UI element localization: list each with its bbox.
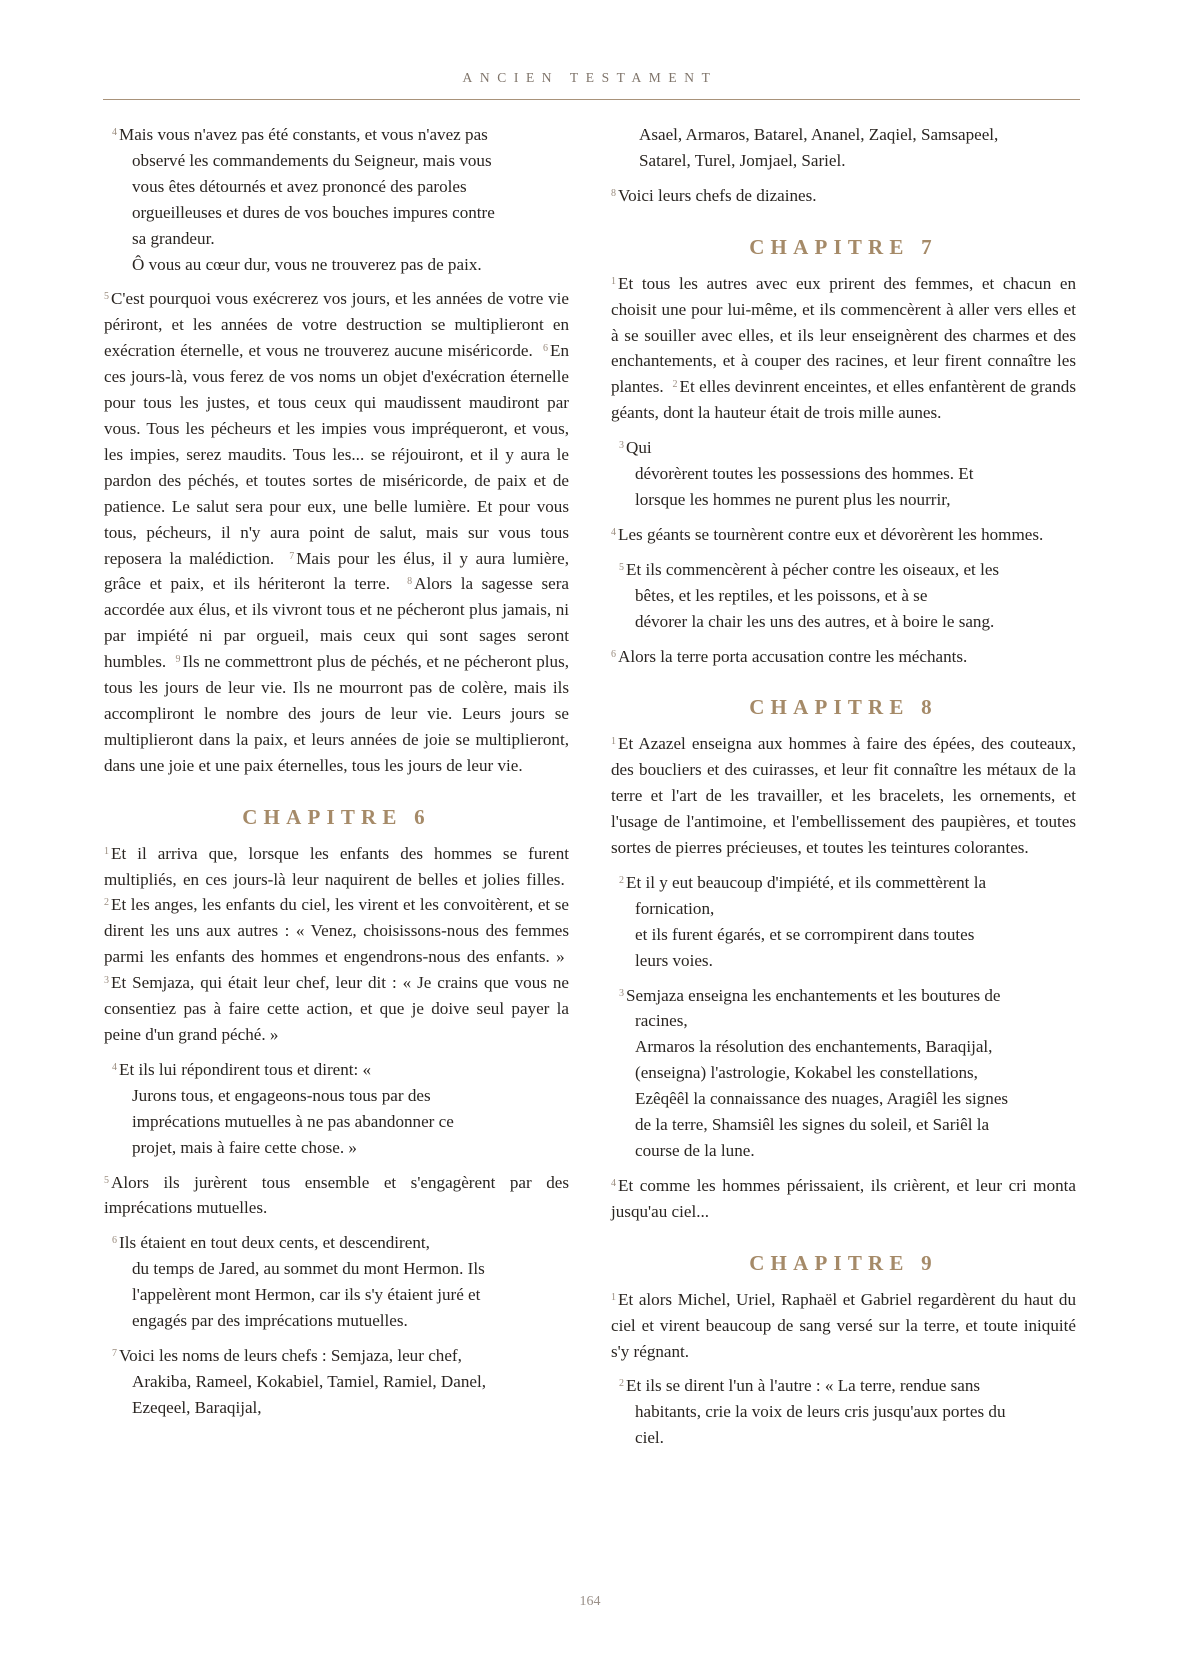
verse-line: bêtes, et les reptiles, et les poissons, et à se bbox=[635, 585, 928, 605]
verse-text: Alors la sagesse sera accordée aux élus, et ils vivront tous et ne pécheront plus jamais, ni par impiété ni par orgueil, mais ceux qui sont sages seront humbles. bbox=[104, 574, 569, 672]
verse-text: C'est pourquoi vous exécrerez vos jours, et les années de votre vie périront, et les années de votre destruction se multiplieront en exécration éternelle, et vous ne trouverez aucune miséricorde. bbox=[104, 289, 569, 361]
verse-number: 9 bbox=[175, 654, 181, 666]
verse-number: 8 bbox=[407, 576, 413, 588]
verse-number: 1 bbox=[104, 845, 109, 857]
verse-7-5 bbox=[611, 557, 1076, 635]
verse-6-7 bbox=[104, 1343, 569, 1421]
verse-line: Voici les noms de leurs chefs : Semjaza, leur chef, bbox=[119, 1345, 462, 1365]
verse-line: imprécations mutuelles à ne pas abandonner ce bbox=[132, 1111, 454, 1131]
verse-number: 6 bbox=[112, 1235, 117, 1247]
verse-line: vous êtes détournés et avez prononcé des paroles bbox=[132, 176, 467, 196]
verse-number: 6 bbox=[543, 343, 548, 355]
verse-line: l'appelèrent mont Hermon, car ils s'y étaient juré et bbox=[132, 1285, 481, 1305]
verse-number: 6 bbox=[611, 648, 616, 660]
verse-line: sa grandeur. bbox=[132, 228, 215, 248]
verse-line: Et ils lui répondirent tous et dirent: « bbox=[119, 1059, 372, 1079]
right-column bbox=[611, 122, 1076, 1460]
running-title: ANCIEN TESTAMENT bbox=[462, 70, 718, 85]
verse-7-6 bbox=[611, 644, 1076, 670]
verse-6-6 bbox=[104, 1230, 569, 1334]
verse-number: 8 bbox=[611, 187, 616, 199]
verse-number: 3 bbox=[619, 987, 624, 999]
verse-line: Ezêqêêl la connaissance des nuages, Aragiêl les signes bbox=[635, 1089, 1009, 1109]
verse-line: Jurons tous, et engageons-nous tous par des bbox=[132, 1085, 431, 1105]
verse-8-4 bbox=[611, 1173, 1076, 1225]
verse-line: Ezeqeel, Baraqijal, bbox=[132, 1397, 262, 1417]
verse-text: Mais pour les élus, il y aura lumière, grâce et paix, et ils hériteront la terre. bbox=[104, 548, 570, 594]
verse-number: 5 bbox=[619, 561, 624, 573]
verse-line: engagés par des imprécations mutuelles. bbox=[132, 1311, 408, 1331]
verse-8-1 bbox=[611, 731, 1076, 861]
chapter-heading-8: CHAPITRE 8 bbox=[749, 695, 938, 720]
verse-9-2 bbox=[611, 1373, 1076, 1451]
verse-6-4 bbox=[104, 1057, 569, 1161]
chapter-heading-9: CHAPITRE 9 bbox=[749, 1250, 938, 1275]
verse-text: Les géants se tournèrent contre eux et dévorèrent les hommes. bbox=[618, 524, 1044, 544]
verse-line: ciel. bbox=[635, 1428, 664, 1448]
verse-number: 3 bbox=[619, 440, 624, 452]
verse-4 bbox=[104, 122, 569, 277]
verse-number: 7 bbox=[112, 1347, 117, 1359]
verse-line: Et ils commencèrent à pécher contre les oiseaux, et les bbox=[626, 559, 1000, 579]
verse-text: Et comme les hommes périssaient, ils crièrent, et leur cri monta jusqu'au ciel... bbox=[611, 1175, 1076, 1221]
verse-number: 7 bbox=[289, 550, 295, 562]
verse-line: lorsque les hommes ne purent plus les nourrir, bbox=[635, 489, 951, 509]
verse-line: course de la lune. bbox=[635, 1141, 755, 1160]
verse-text: Et il arriva que, lorsque les enfants des hommes se furent multipliés, en ces jours-là leur naquirent de belles et jolies filles. bbox=[104, 843, 569, 889]
verse-line: projet, mais à faire cette chose. » bbox=[132, 1137, 357, 1157]
verse-9-1 bbox=[611, 1287, 1076, 1365]
verse-line: Semjaza enseigna les enchantements et les boutures de bbox=[626, 985, 1001, 1005]
chapter-heading-7: CHAPITRE 7 bbox=[749, 234, 938, 259]
verse-number: 4 bbox=[611, 526, 616, 538]
verse-number: 5 bbox=[104, 1174, 109, 1186]
verse-8-2 bbox=[611, 870, 1076, 974]
verse-number: 1 bbox=[611, 275, 616, 287]
verse-line: habitants, crie la voix de leurs cris jusqu'aux portes du bbox=[635, 1402, 1006, 1422]
verse-text: Et les anges, les enfants du ciel, les virent et les convoitèrent, et se dirent les uns aux autres : « Venez, choisissons-nous des femmes parmi les enfants des hommes et engendrons-nous des enfants. » bbox=[104, 895, 569, 967]
verse-number: 1 bbox=[611, 1291, 616, 1303]
verse-line: du temps de Jared, au sommet du mont Hermon. Ils bbox=[132, 1259, 485, 1279]
verse-line: fornication, bbox=[635, 898, 715, 918]
chapter-heading-6: CHAPITRE 6 bbox=[242, 804, 431, 829]
verse-7-3 bbox=[611, 435, 1076, 513]
verse-text: Et elles devinrent enceintes, et elles enfantèrent de grands géants, dont la hauteur était de trois mille aunes. bbox=[611, 377, 1076, 423]
verse-line: Qui bbox=[626, 438, 652, 458]
verse-line: orgueilleuses et dures de vos bouches impures contre bbox=[132, 202, 495, 222]
verse-number: 2 bbox=[104, 897, 109, 909]
verse-text: Ils ne commettront plus de péchés, et ne pécheront plus, tous les jours de leur vie. Ils ne mourront pas de colère, mais ils accompliront le nombre des jours de leur vie. Leurs jours se multiplieront dans la paix, et leurs années de joie se multiplieront, dans une joie et une paix éternelles, tous les jours de leur vie. bbox=[104, 652, 570, 775]
verse-line: racines, bbox=[635, 1011, 688, 1031]
verse-8-3 bbox=[611, 983, 1076, 1164]
verse-text: En ces jours-là, vous ferez de vos noms un objet d'exécration éternelle pour tous les justes, et tous ceux qui maudissent maudiront par vous. Tous les pécheurs et les impies vous impréqueront, et vous, les impies, serez maudits. Tous les... se réjouiront, et il y aura le pardon des péchés, et toutes sortes de miséricorde, de paix et de patience. Le salut sera pour eux, une belle lumière. Et pour vous tous, pécheurs, il n'y aura point de salut, mais sur vous tous reposera la malédiction. bbox=[104, 341, 569, 568]
paragraph-chapter-6-verses-1-3 bbox=[104, 841, 569, 1048]
verse-6-7-continued bbox=[611, 122, 1076, 174]
verse-line: de la terre, Shamsiêl les signes du soleil, et Sariêl la bbox=[635, 1115, 990, 1135]
verse-line: Armaros la résolution des enchantements, Baraqijal, bbox=[635, 1037, 993, 1057]
verse-text: Et alors Michel, Uriel, Raphaël et Gabriel regardèrent du haut du ciel et virent beaucoup de sang versé sur la terre, et toute iniquité s'y régnant. bbox=[611, 1289, 1076, 1361]
verse-line: dévorer la chair les uns des autres, et à boire le sang. bbox=[635, 611, 995, 631]
verse-text: Et Azazel enseigna aux hommes à faire des épées, des couteaux, des boucliers et des cuirasses, et leur fit connaître les métaux de la terre et l'art de les travailler, et les bracelets, les ornements, et l'usage de l'antimoine, et l'embellissement des paupières, et toutes sortes de pierres précieuses, et toutes les teintures colorantes. bbox=[611, 734, 1076, 858]
verse-number: 2 bbox=[619, 1378, 624, 1390]
verse-text: Alors ils jurèrent tous ensemble et s'engagèrent par des imprécations mutuelles. bbox=[104, 1172, 569, 1218]
verse-number: 2 bbox=[619, 874, 624, 886]
paragraph-chapter-7-verses-1-2 bbox=[611, 271, 1076, 426]
paragraph-verses-5-9 bbox=[104, 286, 569, 778]
verse-line: Et il y eut beaucoup d'impiété, et ils commettèrent la bbox=[626, 872, 987, 892]
verse-6-8 bbox=[611, 183, 1076, 209]
verse-line: (enseigna) l'astrologie, Kokabel les constellations, bbox=[635, 1063, 978, 1083]
verse-line: Ô vous au cœur dur, vous ne trouverez pas de paix. bbox=[132, 254, 482, 274]
verse-line: Et ils se dirent l'un à l'autre : « La terre, rendue sans bbox=[626, 1376, 981, 1396]
verse-7-4 bbox=[611, 522, 1076, 548]
verse-line: et ils furent égarés, et se corrompirent dans toutes bbox=[635, 924, 975, 944]
verse-line: leurs voies. bbox=[635, 950, 713, 970]
verse-line: dévorèrent toutes les possessions des hommes. Et bbox=[635, 464, 974, 484]
header-rule bbox=[103, 99, 1080, 100]
verse-number: 2 bbox=[672, 379, 678, 391]
verse-line: Ils étaient en tout deux cents, et descendirent, bbox=[119, 1233, 430, 1253]
verse-number: 1 bbox=[611, 736, 616, 748]
verse-number: 5 bbox=[104, 291, 109, 303]
verse-text: Et Semjaza, qui était leur chef, leur dit : « Je crains que vous ne consentiez pas à faire cette action, et que je doive seul payer la peine d'un grand péché. » bbox=[104, 973, 569, 1044]
verse-number: 3 bbox=[104, 975, 109, 987]
verse-line: Arakiba, Rameel, Kokabiel, Tamiel, Ramiel, Danel, bbox=[132, 1371, 487, 1391]
verse-text: Et tous les autres avec eux prirent des femmes, et chacun en choisit une pour lui-même, et ils commencèrent à aller vers elles et à se souiller avec elles, et ils leur enseignèrent des charmes et des enchantements, et à couper des racines, et leur firent connaître les plantes. bbox=[611, 273, 1076, 397]
verse-number: 4 bbox=[112, 127, 117, 138]
verse-number: 4 bbox=[611, 1177, 616, 1189]
verse-line: observé les commandements du Seigneur, mais vous bbox=[132, 150, 492, 170]
verse-text: Voici leurs chefs de dizaines. bbox=[618, 185, 817, 205]
page-number: 164 bbox=[579, 1594, 601, 1609]
verse-text: Alors la terre porta accusation contre les méchants. bbox=[618, 646, 968, 666]
verse-line: Satarel, Turel, Jomjael, Sariel. bbox=[639, 150, 846, 170]
verse-6-5 bbox=[104, 1170, 569, 1222]
left-column bbox=[104, 122, 569, 1430]
verse-number: 4 bbox=[112, 1061, 117, 1073]
verse-line: Asael, Armaros, Batarel, Ananel, Zaqiel, Samsapeel, bbox=[639, 125, 999, 144]
verse-line: Mais vous n'avez pas été constants, et vous n'avez pas bbox=[119, 125, 488, 144]
